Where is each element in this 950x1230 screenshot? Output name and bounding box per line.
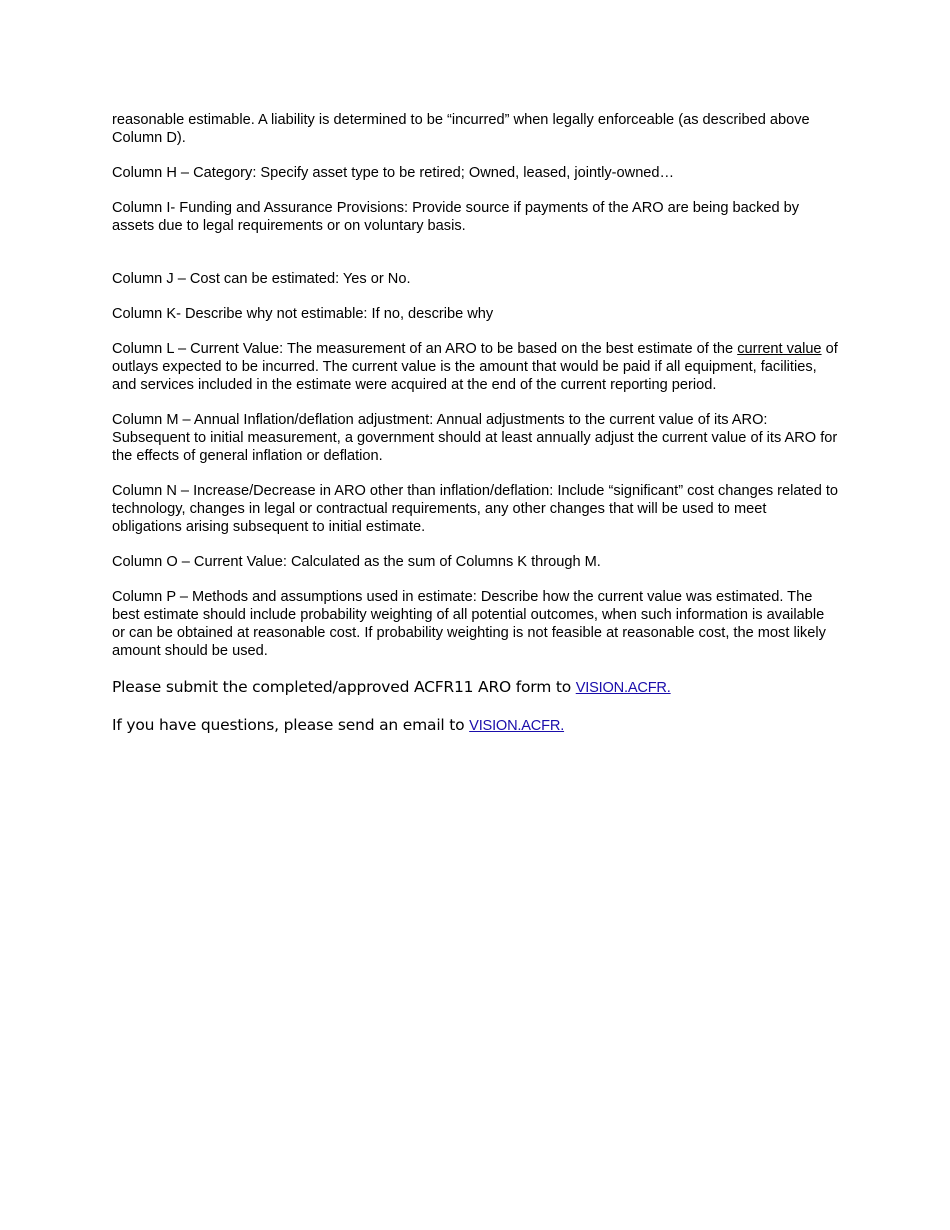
paragraph-column-h: Column H – Category: Specify asset type to be retired; Owned, leased, jointly-owned… [112,165,675,181]
paragraph-column-n: Column N – Increase/Decrease in ARO other than inflation/deflation: Include “significant” cost changes related to technology, changes in legal or contractual requirements, any other changes that will be used to meet obligations arising subsequent to initial estimate. [112,483,839,535]
paragraph-column-p: Column P – Methods and assumptions used in estimate: Describe how the current value was estimated. The best estimate should include probability weighting of all potential outcomes, when such information is available or can be obtained at reasonable cost. If probability weighting is not feasible at reasonable cost, the most likely amount should be used. [112,589,826,659]
paragraph-column-o: Column O – Current Value: Calculated as the sum of Columns K through M. [112,554,601,570]
submit-email-link[interactable]: VISION.ACFR. [575,680,671,696]
questions-instruction [112,715,840,736]
submit-instruction [112,677,840,698]
paragraph-column-m: Column M – Annual Inflation/deflation adjustment: Annual adjustments to the current value of its ARO: Subsequent to initial measurement, a government should at least annually adjust the current value of its ARO for the effects of general inflation or deflation. [112,412,838,464]
paragraph-column-l [112,340,840,394]
paragraph-column-j: Column J – Cost can be estimated: Yes or No. [112,271,411,287]
column-l-text-after: of outlays expected to be incurred. The current value is the amount that would be paid if all equipment, facilities, and services included in the estimate were acquired at the end of the current reporting period. [112,341,838,393]
questions-text: If you have questions, please send an email to [112,716,470,734]
paragraph-column-i: Column I- Funding and Assurance Provisions: Provide source if payments of the ARO are being backed by assets due to legal requirements or on voluntary basis. [112,200,800,234]
paragraph-liability-incurred: reasonable estimable. A liability is determined to be “incurred” when legally enforceable (as described above Column D). [112,112,810,146]
column-l-text-before: Column L – Current Value: The measurement of an ARO to be based on the best estimate of the [112,341,738,357]
current-value-underlined: current value [737,341,822,357]
paragraph-column-k: Column K- Describe why not estimable: If no, describe why [112,306,494,322]
document-page [112,111,840,753]
questions-email-link[interactable]: VISION.ACFR. [469,718,565,734]
submit-text: Please submit the completed/approved ACFR11 ARO form to [112,678,576,696]
